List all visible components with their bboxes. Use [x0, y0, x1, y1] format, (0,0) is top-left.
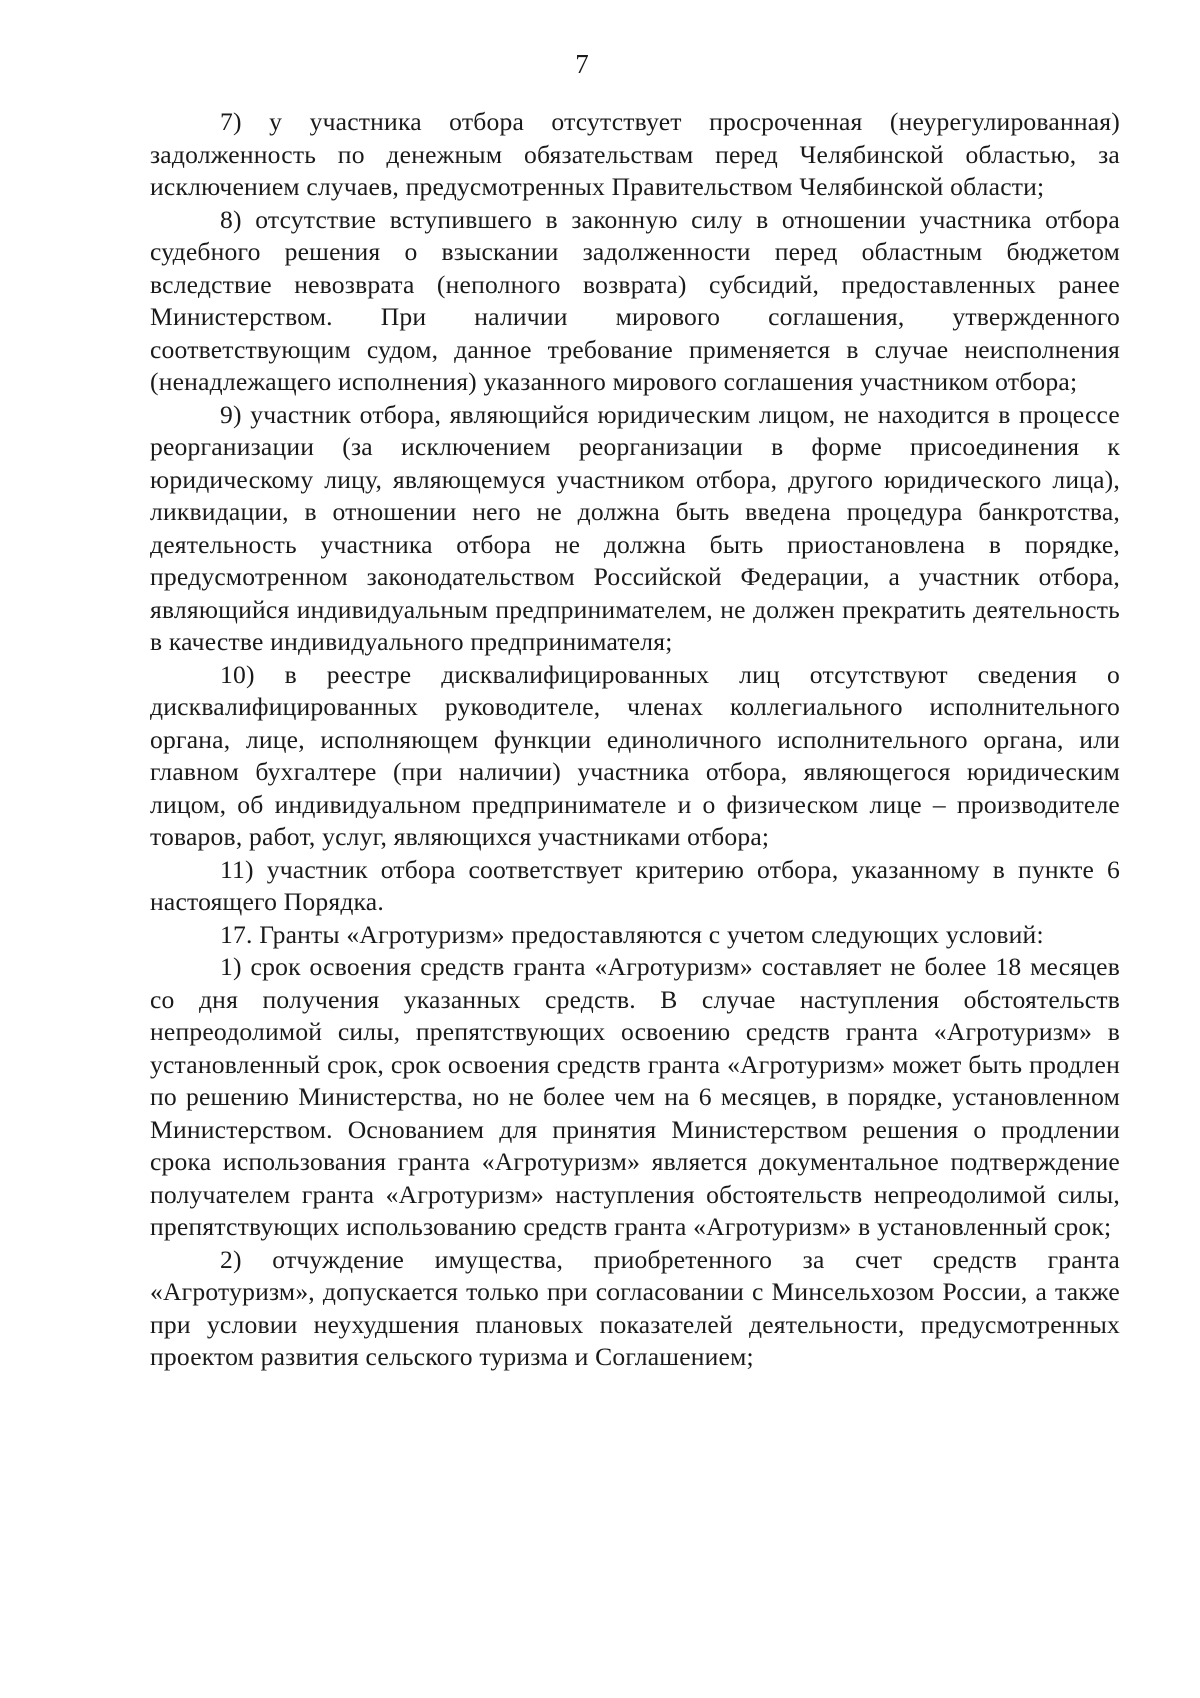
condition-item-2: 2) отчуждение имущества, приобретенного за счет средств гранта «Агротуризм», допускается только при согласовании с Минсельхозом России, а также при условии неухудшения плановых показателей деятельности, предусмотренных проектом развития сельского туризма и Соглашением;	[150, 1244, 1120, 1371]
paragraph-item-7: 7) у участника отбора отсутствует просроченная (неурегулированная) задолженность по денежным обязательствам перед Челябинской областью, за исключением случаев, предусмотренных Правительством Челябинской области;	[150, 107, 1120, 201]
paragraph-item-11: 11) участник отбора соответствует критерию отбора, указанному в пункте 6 настоящего Порядка.	[150, 854, 1120, 916]
condition-item-1: 1) срок освоения средств гранта «Агротуризм» составляет не более 18 месяцев со дня получения указанных средств. В случае наступления обстоятельств непреодолимой силы, препятствующих освоению средств гранта «Агротуризм» в установленный срок, срок освоения средств гранта «Агротуризм» может быть продлен по решению Министерства, но не более чем на 6 месяцев, в порядке, установленном Министерством. Основанием для принятия Министерством решения о продлении срока использования гранта «Агротуризм» является документальное подтверждение получателем гранта «Агротуризм» наступления обстоятельств непреодолимой силы, препятствующих использованию средств гранта «Агротуризм» в установленный срок;	[150, 952, 1120, 1241]
paragraph-item-10: 10) в реестре дисквалифицированных лиц отсутствуют сведения о дисквалифицированных руководителе, членах коллегиального исполнительного органа, лице, исполняющем функции единоличного исполнительного органа, или главном бухгалтере (при наличии) участника отбора, являющегося юридическим лицом, об индивидуальном предпринимателе и о физическом лице – производителе товаров, работ, услуг, являющихся участниками отбора;	[150, 659, 1120, 851]
section-17-heading: 17. Гранты «Агротуризм» предоставляются с учетом следующих условий:	[220, 919, 1044, 949]
document-body	[150, 106, 1120, 1374]
paragraph-item-9: 9) участник отбора, являющийся юридическим лицом, не находится в процессе реорганизации (за исключением реорганизации в форме присоединения к юридическому лицу, являющемуся участником отбора, другого юридического лица), ликвидации, в отношении него не должна быть введена процедура банкротства, деятельность участника отбора не должна быть приостановлена в порядке, предусмотренном законодательством Российской Федерации, а участник отбора, являющийся индивидуальным предпринимателем, не должен прекратить деятельность в качестве индивидуального предпринимателя;	[150, 399, 1120, 656]
page-number: 7	[575, 49, 589, 79]
paragraph-item-8: 8) отсутствие вступившего в законную силу в отношении участника отбора судебного решения о взыскании задолженности перед областным бюджетом вследствие невозврата (неполного возврата) субсидий, предоставленных ранее Министерством. При наличии мирового соглашения, утвержденного соответствующим судом, данное требование применяется в случае неисполнения (ненадлежащего исполнения) указанного мирового соглашения участником отбора;	[150, 204, 1120, 396]
